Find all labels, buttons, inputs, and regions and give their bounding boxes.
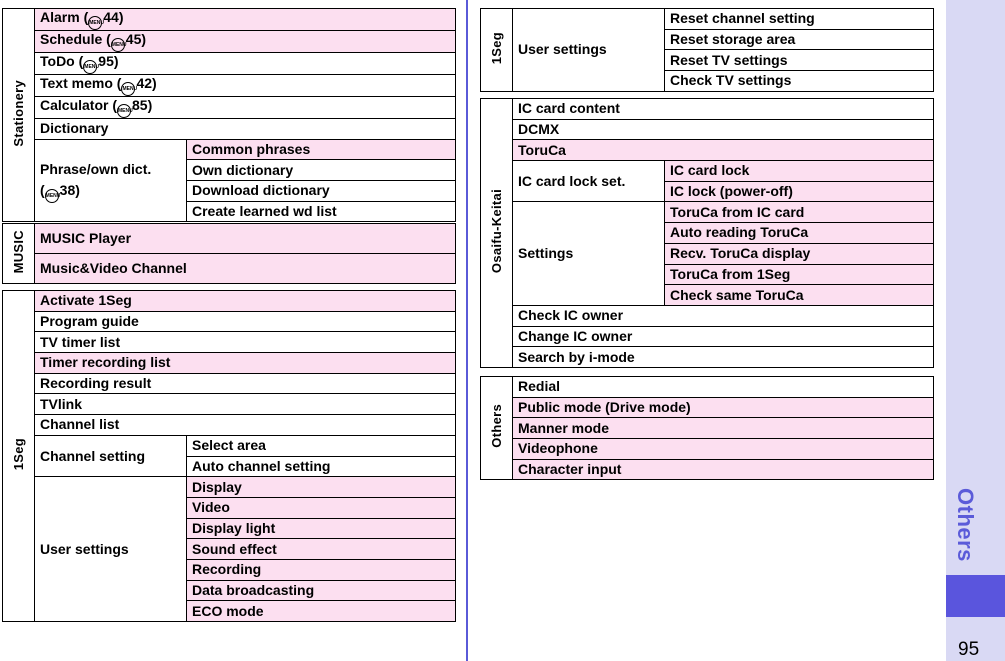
section-label-music: MUSIC [3, 224, 35, 284]
menu-group-user-settings: User settings [513, 9, 665, 92]
music-table [2, 223, 456, 284]
menu-item: Search by i-mode [513, 347, 934, 368]
submenu-item: Video [187, 497, 456, 518]
menu-item-schedule: Schedule (MENU45) [35, 31, 456, 53]
submenu-item: Reset storage area [665, 29, 934, 50]
menu-item: Videophone [513, 439, 934, 460]
menu-key-icon: MENU [121, 82, 135, 96]
submenu-item: Sound effect [187, 539, 456, 560]
chapter-tab-marker [946, 575, 1005, 617]
section-label-1seg: 1Seg [3, 291, 35, 622]
menu-item: Redial [513, 377, 934, 398]
menu-item-todo: ToDo (MENU95) [35, 53, 456, 75]
submenu-item: Check same ToruCa [665, 285, 934, 306]
menu-item: ToruCa [513, 140, 934, 161]
menu-item: Character input [513, 459, 934, 480]
submenu-item: Recv. ToruCa display [665, 243, 934, 264]
submenu-item: Own dictionary [187, 160, 456, 181]
oneseg-table [2, 290, 456, 622]
menu-item-dictionary: Dictionary [35, 119, 456, 140]
menu-item: IC card content [513, 99, 934, 120]
submenu-item: Check TV settings [665, 71, 934, 92]
menu-item: Program guide [35, 311, 456, 332]
menu-key-icon: MENU [45, 189, 59, 203]
menu-item: Channel list [35, 415, 456, 436]
menu-item: Check IC owner [513, 305, 934, 326]
menu-key-icon: MENU [111, 38, 125, 52]
submenu-item: Data broadcasting [187, 580, 456, 601]
menu-item: Public mode (Drive mode) [513, 397, 934, 418]
osaifu-keitai-table [480, 98, 934, 368]
menu-item-calculator: Calculator (MENU85) [35, 97, 456, 119]
menu-item: TVlink [35, 394, 456, 415]
submenu-item: Display light [187, 518, 456, 539]
menu-group-ic-card-lock: IC card lock set. [513, 161, 665, 202]
submenu-item: ToruCa from 1Seg [665, 264, 934, 285]
submenu-item: Download dictionary [187, 181, 456, 202]
oneseg-continued-table [480, 8, 934, 92]
menu-key-icon: MENU [88, 16, 102, 30]
menu-group-user-settings: User settings [35, 477, 187, 622]
menu-item: TV timer list [35, 332, 456, 353]
submenu-item: Reset channel setting [665, 9, 934, 30]
menu-item: MUSIC Player [35, 224, 456, 254]
menu-item-alarm: Alarm (MENU44) [35, 9, 456, 31]
menu-item: DCMX [513, 119, 934, 140]
menu-group-settings: Settings [513, 202, 665, 305]
submenu-item: Common phrases [187, 139, 456, 160]
submenu-item: Display [187, 477, 456, 498]
submenu-item: Auto channel setting [187, 456, 456, 477]
menu-key-icon: MENU [83, 60, 97, 74]
submenu-item: ToruCa from IC card [665, 202, 934, 223]
menu-key-icon: MENU [117, 104, 131, 118]
section-label-others: Others [481, 377, 513, 480]
menu-item: Timer recording list [35, 353, 456, 374]
section-label-stationery: Stationery [3, 9, 35, 222]
stationery-table [2, 8, 456, 222]
menu-item: Activate 1Seg [35, 291, 456, 312]
submenu-item: Reset TV settings [665, 50, 934, 71]
submenu-item: IC card lock [665, 161, 934, 182]
submenu-item: Recording [187, 559, 456, 580]
others-table [480, 376, 934, 480]
submenu-item: Create learned wd list [187, 201, 456, 222]
submenu-item: Select area [187, 435, 456, 456]
menu-item: Recording result [35, 373, 456, 394]
submenu-item: IC lock (power-off) [665, 181, 934, 202]
chapter-tab-label: Others [953, 488, 978, 562]
menu-item: Manner mode [513, 418, 934, 439]
section-label-osaifu-keitai: Osaifu-Keitai [481, 99, 513, 368]
submenu-item: ECO mode [187, 601, 456, 622]
page-number: 95 [958, 639, 980, 660]
section-label-1seg: 1Seg [481, 9, 513, 92]
submenu-item: Auto reading ToruCa [665, 223, 934, 244]
menu-item: Change IC owner [513, 326, 934, 347]
menu-group-phrase: Phrase/own dict. (MENU38) [35, 139, 187, 222]
column-divider [466, 0, 468, 661]
menu-group-channel-setting: Channel setting [35, 435, 187, 476]
menu-item: Music&Video Channel [35, 254, 456, 284]
menu-item-text-memo: Text memo (MENU42) [35, 75, 456, 97]
